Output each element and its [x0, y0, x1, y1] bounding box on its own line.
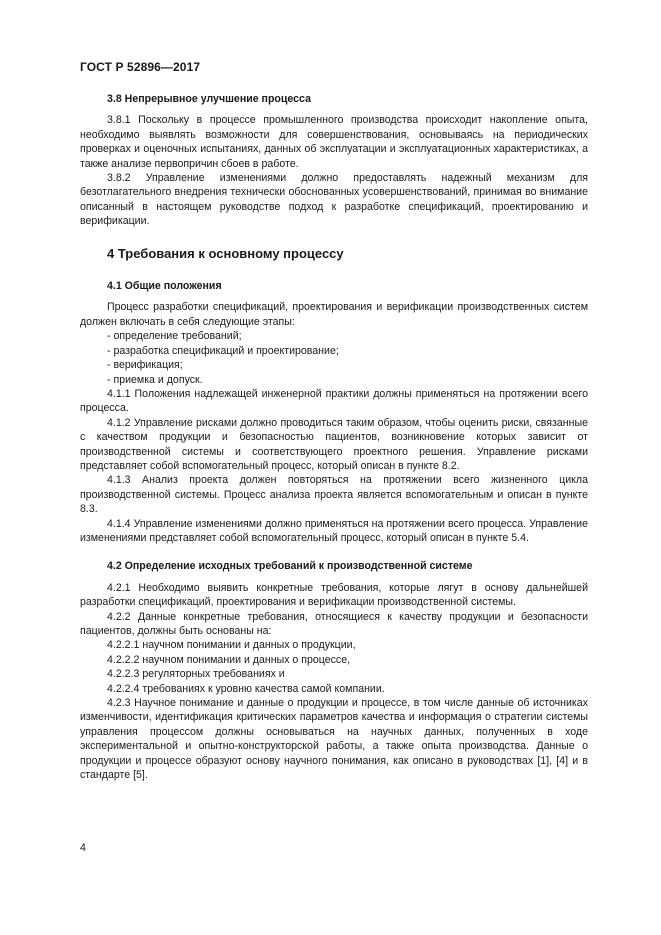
list-item: - приемка и допуск.: [107, 373, 203, 386]
section-4-heading: 4 Требования к основному процессу: [107, 245, 344, 261]
list-item: - верификация;: [107, 359, 183, 372]
paragraph-4-1-1: 4.1.1 Положения надлежащей инженерной практики должны применяться на протяжении всего процесса.: [80, 387, 588, 415]
paragraph-4-1-intro: Процесс разработки спецификаций, проектирования и верификации производственных систем должен включать в себя следующие этапы:: [80, 301, 588, 328]
paragraph-4-2-2: 4.2.2 Данные конкретные требования, относящиеся к качеству продукции и безопасности пациентов, должны быть основаны на:: [80, 610, 588, 637]
standard-header: ГОСТ Р 52896—2017: [80, 60, 201, 74]
list-item: - определение требований;: [107, 330, 242, 343]
section-4-2-heading: 4.2 Определение исходных требований к производственной системе: [107, 560, 473, 573]
paragraph-3-8-2: 3.8.2 Управление изменениями должно предоставлять надежный механизм для безотлагательного внедрения технически обоснованных усовершенствований, принимая во внимание описанный в настоящем руководстве подход к разработке спецификаций, проектированию и верификации.: [80, 172, 588, 228]
page-content: [80, 92, 588, 782]
paragraph-4-1-2: 4.1.2 Управление рисками должно проводиться таким образом, чтобы оценить риски, связанные с качеством продукции и безопасностью пациентов, возникновение которых зависит от производственной системы и соответствующего проектного решения. Управление рисками представляет собой вспомогательный процесс, который описан в пункте 8.2.: [80, 416, 588, 472]
page-number: 4: [80, 842, 86, 854]
section-3-8-heading: 3.8 Непрерывное улучшение процесса: [107, 93, 311, 105]
list-item: 4.2.2.2 научном понимании и данных о процессе,: [107, 653, 351, 666]
list-item: 4.2.2.1 научном понимании и данных о продукции,: [107, 639, 356, 652]
paragraph-4-2-1: 4.2.1 Необходимо выявить конкретные требования, которые лягут в основу дальнейшей разработки спецификаций, проектирования и верификации производственной системы.: [80, 581, 588, 609]
list-item: 4.2.2.3 регуляторных требованиях и: [107, 668, 285, 681]
list-item: - разработка спецификаций и проектирование;: [107, 344, 339, 357]
section-4-1-heading: 4.1 Общие положения: [107, 280, 222, 293]
paragraph-3-8-1: 3.8.1 Поскольку в процессе промышленного производства происходит накопление опыта, необходимо выявлять возможности для совершенствования, основываясь на периодических проверках и оценочных испытаниях, данных об эксплуатации и эксплуатационных характеристиках, а также анализе первопричин сбоев в работе.: [80, 114, 588, 170]
paragraph-4-1-4: 4.1.4 Управление изменениями должно применяться на протяжении всего процесса. Управление изменениями представляет собой вспомогательный процесс, который описан в пункте 5.4.: [80, 517, 588, 544]
paragraph-4-2-3: 4.2.3 Научное понимание и данные о продукции и процессе, в том числе данные об источниках изменчивости, идентификация критических параметров качества и информация о стратегии системы управления процессом должны основываться на научных данных, полученных в ходе экспериментальной и опытно-конструкторской работы, а также опыта производства. Данные о продукции и процессе образуют основу научного понимания, как описано в руководствах [1], [4] и в стандарте [5].: [80, 697, 588, 782]
list-item: 4.2.2.4 требованиях к уровню качества самой компании.: [107, 682, 385, 695]
paragraph-4-1-3: 4.1.3 Анализ проекта должен повторяться на протяжении всего жизненного цикла производственной системы. Процесс анализа проекта является вспомогательным и описан в пункте 8.3.: [80, 474, 588, 516]
